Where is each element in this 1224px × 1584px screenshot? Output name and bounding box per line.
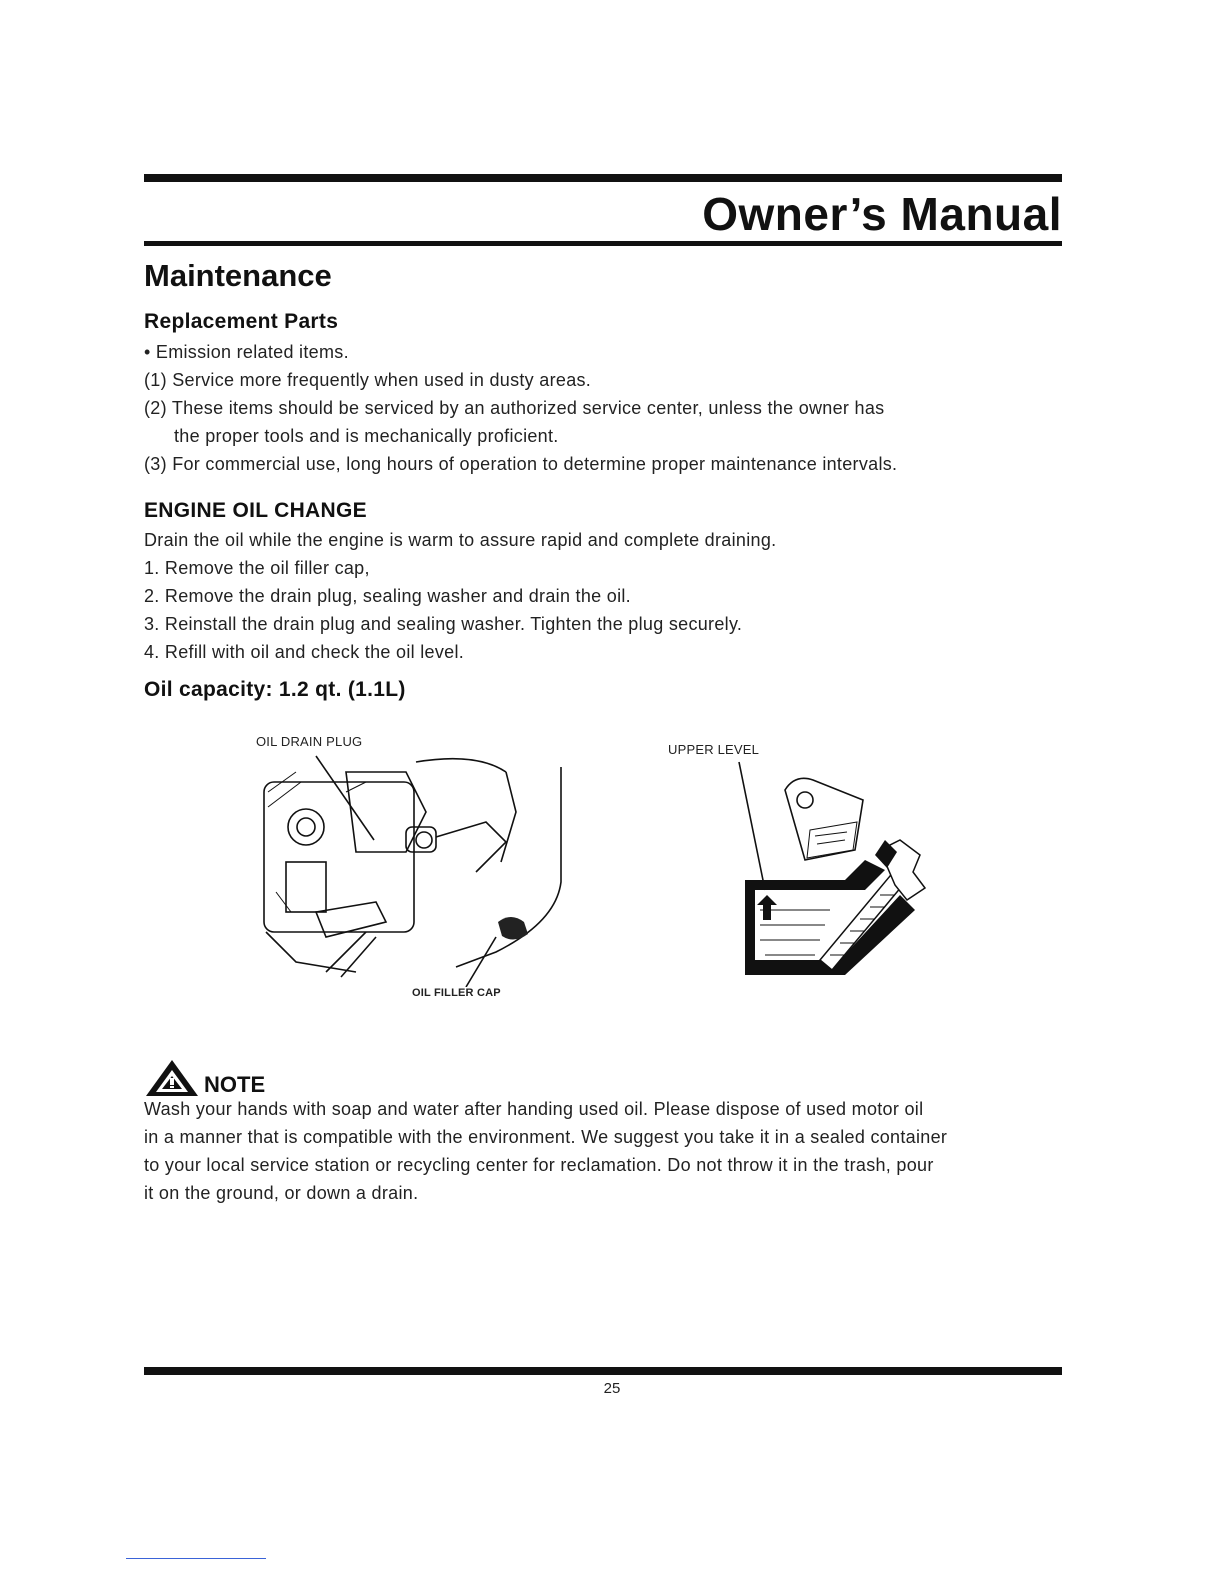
replacement-parts-list — [144, 338, 1084, 478]
warning-triangle-icon — [144, 1058, 200, 1098]
upper-level-label: UPPER LEVEL — [668, 742, 760, 757]
list-item: (3) For commercial use, long hours of operation to determine proper maintenance intervals. — [144, 454, 898, 474]
oil-filler-cap-shape — [498, 917, 528, 940]
footer-rule — [144, 1367, 1062, 1375]
header-rule-bottom — [144, 241, 1062, 246]
step-item: 3. Reinstall the drain plug and sealing washer. Tighten the plug securely. — [144, 614, 743, 634]
oil-change-heading: ENGINE OIL CHANGE — [144, 499, 367, 522]
oil-change-text — [144, 526, 1084, 666]
replacement-parts-heading: Replacement Parts — [144, 310, 339, 333]
upper-level-leader-line — [739, 762, 765, 890]
oil-pan-rim — [745, 860, 885, 890]
section-title: Maintenance — [144, 258, 332, 293]
note-text — [144, 1095, 1104, 1207]
list-item: (2) These items should be serviced by an authorized service center, unless the owner has — [144, 398, 885, 418]
step-item: 2. Remove the drain plug, sealing washer and drain the oil. — [144, 586, 631, 606]
note-header — [144, 1058, 265, 1098]
oil-change-intro: Drain the oil while the engine is warm to assure rapid and complete draining. — [144, 530, 777, 550]
note-line: to your local service station or recycling center for reclamation. Do not throw it in the trash, pour — [144, 1155, 934, 1175]
page-number: 25 — [603, 1380, 621, 1397]
engine-drain-illustration — [256, 752, 576, 987]
list-item: (1) Service more frequently when used in dusty areas. — [144, 370, 592, 390]
list-item: • Emission related items. — [144, 342, 349, 362]
oil-capacity-heading: Oil capacity: 1.2 qt. (1.1L) — [144, 678, 406, 701]
note-title: NOTE — [204, 1072, 266, 1097]
footer-underline — [126, 1558, 266, 1559]
header-rule-top — [144, 174, 1062, 182]
step-item: 4. Refill with oil and check the oil level. — [144, 642, 465, 662]
level-arrow-icon — [757, 895, 777, 920]
oil-filler-cap-label: OIL FILLER CAP — [412, 987, 501, 999]
note-line: in a manner that is compatible with the environment. We suggest you take it in a sealed container — [144, 1127, 948, 1147]
step-item: 1. Remove the oil filler cap, — [144, 558, 370, 578]
list-item: the proper tools and is mechanically proficient. — [174, 426, 559, 446]
note-line: Wash your hands with soap and water after handing used oil. Please dispose of used motor oil — [144, 1099, 924, 1119]
oil-drain-plug-label: OIL DRAIN PLUG — [256, 734, 363, 749]
oil-level-illustration — [735, 760, 940, 985]
page-title: Owner’s Manual — [702, 188, 1062, 240]
note-line: it on the ground, or down a drain. — [144, 1183, 419, 1203]
